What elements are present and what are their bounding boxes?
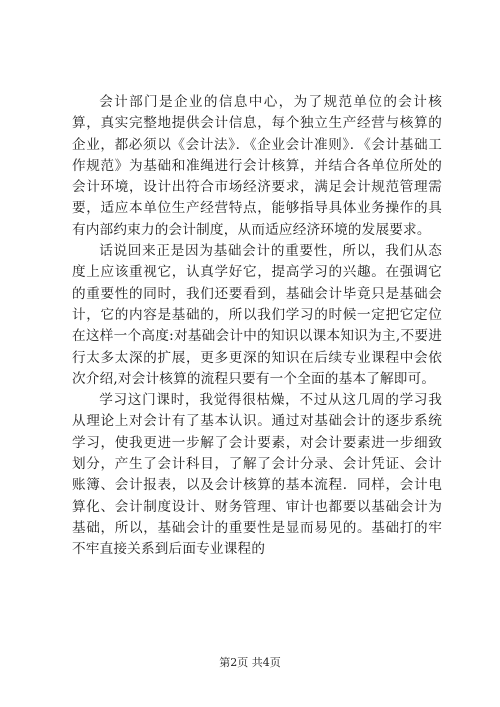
paragraph-2: 话说回来正是因为基础会计的重要性，所以，我们从态度上应该重视它，认真学好它，提高学习的兴趣。在强调它的重要性的同时，我们还要看到，基础会计毕竟只是基础会计，它的内容是基础的，所以我们学习的时候一定把它定位在这样一个高度:对基础会计中的知识以课本知识为主,不要进行太多太深的扩展，更多更深的知识在后续专业课程中会依次介绍,对会计核算的流程只要有一个全面的基本了解即可。 bbox=[72, 243, 442, 387]
paragraph-3: 学习这门课时，我觉得很枯燥，不过从这几周的学习我从理论上对会计有了基本认识。通过对基础会计的逐步系统学习，使我更进一步解了会计要素，对会计要素进一步细致划分，产生了会计科目，了解了会计分录、会计凭证、会计账簿、会计报表，以及会计核算的基本流程．同样，会计电算化、会计制度设计、财务管理、审计也都要以基础会计为基础，所以，基础会计的重要性是显而易见的。基础打的牢不牢直接关系到后面专业课程的 bbox=[72, 392, 442, 558]
page-footer: 第2页 共4页 bbox=[219, 656, 281, 669]
paragraph-1: 会计部门是企业的信息中心，为了规范单位的会计核算，真实完整地提供会计信息，每个独立生产经营与核算的企业，都必须以《会计法》．《企业会计准则》．《会计基础工作规范》为基础和准绳进行会计核算，并结合各单位所处的会计环境，设计出符合市场经济要求，满足会计规范管理需要，适应本单位生产经营特点，能够指导具体业务操作的具有内部约束力的会计制度，从而适应经济环境的发展要求。 bbox=[72, 94, 442, 238]
document-body bbox=[72, 92, 442, 561]
